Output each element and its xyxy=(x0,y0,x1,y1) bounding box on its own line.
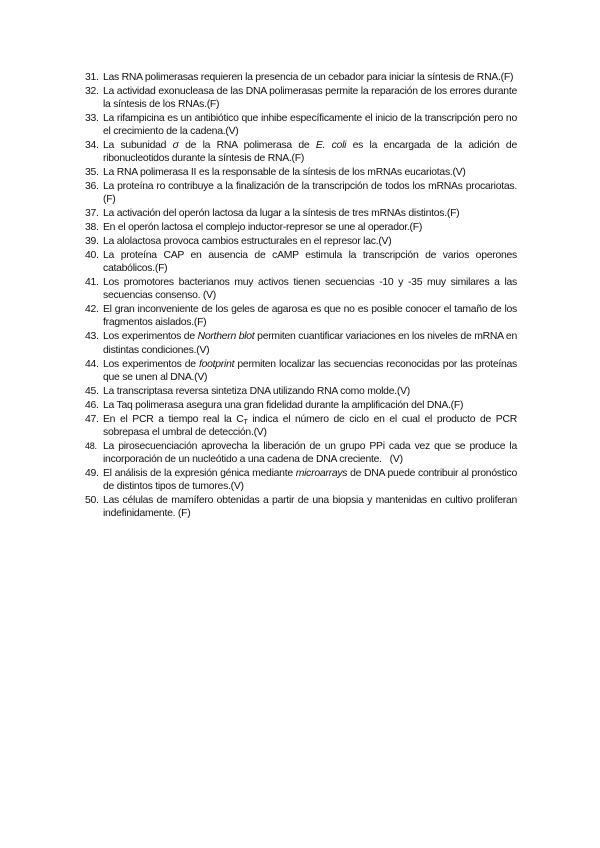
item-text: Los promotores bacterianos muy activos tienen secuencias -10 y -35 muy similares a las secuencias consenso. (V) xyxy=(103,277,517,302)
item-number: 50. xyxy=(85,494,99,506)
text-segment: indica el número de ciclo en el cual el producto de PCR sobrepasa el umbral de detección.(V) xyxy=(103,413,517,438)
italic-term: Northern blot xyxy=(197,331,255,343)
list-item xyxy=(85,71,517,84)
item-number: 39. xyxy=(85,236,99,248)
text-segment: Los experimentos de xyxy=(103,358,199,370)
item-text xyxy=(103,139,517,165)
italic-term: footprint xyxy=(198,358,235,370)
item-number: 34. xyxy=(85,140,99,152)
list-item xyxy=(85,467,517,493)
list-item xyxy=(85,399,517,412)
text-segment: La subunidad xyxy=(103,140,173,152)
item-text: La pirosecuenciación aprovecha la liberación de un grupo PPi cada vez que se produce la incorporación de un nucleótido a una cadena de DNA creciente. (V) xyxy=(103,440,520,465)
item-number: 48. xyxy=(85,440,97,451)
list-item xyxy=(85,440,520,466)
text-segment: El análisis de la expresión génica mediante xyxy=(103,467,296,479)
list-item xyxy=(85,180,517,206)
italic-term: microarrays xyxy=(295,467,348,479)
item-text: Las células de mamífero obtenidas a partir de una biopsia y mantenidas en cultivo proliferan indefinidamente. (F) xyxy=(103,494,517,519)
item-text xyxy=(103,358,517,384)
item-text xyxy=(103,413,517,439)
item-number: 49. xyxy=(85,467,99,479)
list-item xyxy=(85,139,517,165)
item-text: La actividad exonucleasa de las DNA polimerasas permite la reparación de los errores durante la síntesis de los RNAs.(F) xyxy=(103,85,517,111)
item-text xyxy=(103,467,517,493)
subscript: T xyxy=(243,418,248,426)
item-number: 38. xyxy=(85,222,99,234)
item-text: La rifampicina es un antibiótico que inhibe específicamente el inicio de la transcripción pero no el crecimiento de la cadena.(V) xyxy=(103,113,517,138)
item-number: 47. xyxy=(85,413,99,425)
list-item xyxy=(85,221,517,234)
list-item xyxy=(85,249,517,275)
list-item xyxy=(85,413,517,439)
list-item xyxy=(85,330,517,356)
list-item xyxy=(85,207,517,220)
question-list xyxy=(85,71,520,521)
list-item xyxy=(85,303,517,329)
item-text: La proteína ro contribuye a la finalización de la transcripción de todos los mRNAs procariotas. (F) xyxy=(103,181,517,206)
list-item xyxy=(85,235,517,248)
text-segment: de DNA puede contribuir al pronóstico de distintos tipos de tumores.(V) xyxy=(103,467,517,492)
item-number: 41. xyxy=(85,277,99,289)
list-item xyxy=(85,494,517,520)
list-item xyxy=(85,166,517,179)
item-number: 40. xyxy=(85,250,99,262)
item-number: 46. xyxy=(85,399,99,411)
item-text: Las RNA polimerasas requieren la presencia de un cebador para iniciar la síntesis de RNA.(F) xyxy=(103,72,514,83)
text-segment: Los experimentos de xyxy=(103,331,198,343)
item-text: La alolactosa provoca cambios estructurales en el represor lac.(V) xyxy=(103,236,392,248)
item-number: 42. xyxy=(85,304,99,316)
list-item xyxy=(85,85,517,111)
item-number: 31. xyxy=(85,72,99,83)
italic-term: E. coli xyxy=(315,140,347,152)
item-text: La transcriptasa reversa sintetiza DNA utilizando RNA como molde.(V) xyxy=(103,385,410,397)
item-text: La Taq polimerasa asegura una gran fidelidad durante la amplificación del DNA.(F) xyxy=(103,399,464,411)
text-segment: En el PCR a tiempo real la C xyxy=(103,413,244,425)
item-text: El gran inconveniente de los geles de agarosa es que no es posible conocer el tamaño de los fragmentos aislados.(F) xyxy=(103,304,517,329)
list-item xyxy=(85,358,517,384)
item-number: 32. xyxy=(85,85,99,97)
item-number: 43. xyxy=(85,331,99,343)
item-number: 36. xyxy=(85,181,99,193)
list-item xyxy=(85,276,517,302)
sigma-symbol: σ xyxy=(172,140,179,152)
text-segment: es la encargada de la adición de ribonucleotidos durante la síntesis de RNA.(F) xyxy=(103,140,517,165)
text-segment: permiten localizar las secuencias reconocidas por las proteínas que se unen al DNA.(V) xyxy=(103,358,517,383)
list-item xyxy=(85,112,517,138)
item-text: En el operón lactosa el complejo inductor-represor se une al operador.(F) xyxy=(103,222,423,234)
item-number: 33. xyxy=(85,113,99,125)
text-segment: de la RNA polimerasa de xyxy=(178,140,316,152)
text-segment: permiten cuantificar variaciones en los niveles de mRNA en distintas condiciones.(V) xyxy=(103,331,517,356)
item-text xyxy=(103,330,517,356)
item-number: 37. xyxy=(85,208,99,220)
item-number: 44. xyxy=(85,358,99,370)
item-number: 45. xyxy=(85,385,99,397)
item-number: 35. xyxy=(85,167,99,179)
item-text: La proteína CAP en ausencia de cAMP estimula la transcripción de varios operones catabólicos.(F) xyxy=(103,250,517,275)
item-text: La activación del operón lactosa da lugar a la síntesis de tres mRNAs distintos.(F) xyxy=(103,208,460,220)
list-item xyxy=(85,385,517,398)
item-text: La RNA polimerasa II es la responsable de la síntesis de los mRNAs eucariotas.(V) xyxy=(103,167,466,179)
